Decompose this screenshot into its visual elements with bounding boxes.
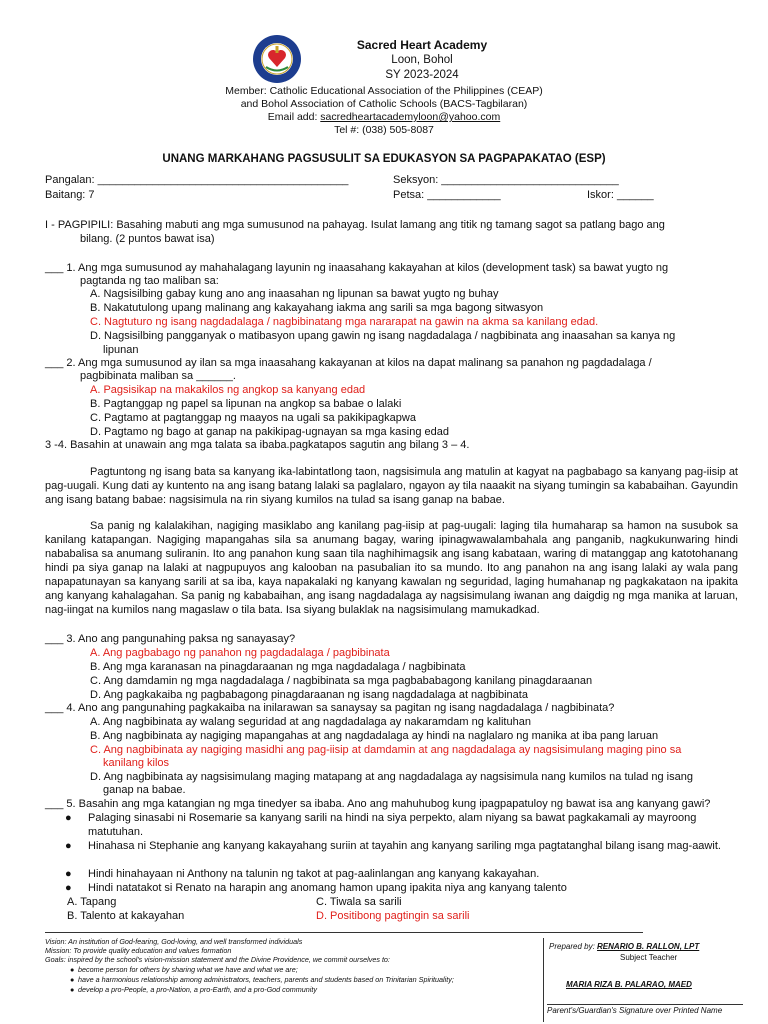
q5-option-a: A. Tapang (67, 896, 117, 908)
prepared-by: Prepared by: RENARIO B. RALLON, LPT (549, 942, 700, 951)
passage-paragraph-2: Sa panig ng kalalakihan, nagiging masiklabo ang kanilang pag-iisip at pag-uugali: laging tila humaharap sa hamon na susubok sa kanilang katapangan. Nagiging mapangahas sila sa anumang bagay, waring ipinagwawalambahala ang panganib, nagkukunwaring hindi nababalisa sa anumang suliranin. Ito ang panahon kung saan tila naghihimagsik ang isang kabataan, waring di matanggap ang katotohanang hindi pa siya ganap na lalaki at nagpupuyos ang kalooban na pasubalian ito sa mundo. Ito ang panahon na ang isang lalaki ay wala pang napapatunayan sa kanyang sarili at sa iba, kaya napakalaki ng kanyang kawalan ng seguridad, laging humahanap ng pagkakataon na ipakita ang kanyang kahalagahan. Sa panig ng kababaihan, ang isang nagdadalaga ay nagsisimulang iwanan ang daigdig ng mga manika at laruan, nag-iingat na kumilos nang magaslaw o tila bata. Isa siyang bulaklak na nagsisimulang mamukadkad. (45, 520, 738, 616)
bullet-icon: ● (65, 840, 72, 852)
telephone-line: Tel #: (038) 505-8087 (334, 124, 434, 136)
question-1-cont: pagtanda ng tao maliban sa: (80, 275, 219, 287)
section-field[interactable]: Seksyon: _____________________________ (393, 174, 619, 186)
checked-by-name: MARIA RIZA B. PALARAO, MAED (566, 980, 692, 989)
instructions-line-2: bilang. (2 puntos bawat isa) (80, 233, 215, 245)
membership-line: Member: Catholic Educational Association of the Philippines (CEAP) (225, 85, 543, 97)
question-2: ___ 2. Ang mga sumusunod ay ilan sa mga inaasahang kakayanan at kilos na dapat malinang sa panahon ng pagdadalaga / (45, 357, 652, 369)
parent-signature-line (547, 1004, 743, 1005)
parent-signature-label: Parent's/Guardian's Signature over Printed Name (547, 1006, 723, 1015)
date-field[interactable]: Petsa: ____________ (393, 189, 501, 201)
q1-option-d-cont: lipunan (103, 344, 139, 356)
exam-title: UNANG MARKAHANG PAGSUSULIT SA EDUKASYON SA PAGPAPAKATAO (ESP) (162, 153, 606, 165)
q2-option-d: D. Pagtamo ng bago at ganap na pakikipag-ugnayan sa mga kasing edad (90, 426, 449, 438)
bullet-icon: ● (65, 812, 72, 824)
q1-option-c-answer: C. Nagtuturo ng isang nagdadalaga / nagbibinatang mga nararapat na gawin na akma sa kanilang edad. (90, 316, 599, 328)
email-line (0, 111, 768, 124)
goal-item: ● become person for others by sharing what we have and what we are; (70, 964, 298, 974)
q3-option-c: C. Ang damdamin ng mga nagdadalaga / nagbibinata sa mga pagbababagong kanilang pinagdaraanan (90, 675, 593, 687)
q1-option-a: A. Nagsisilbing gabay kung ano ang inaasahan ng lipunan sa bawat yugto ng buhay (90, 288, 499, 300)
email-link[interactable]: sacredheartacademyloon@yahoo.com (320, 111, 501, 123)
q5-bullet-4: ● Hindi natatakot si Renato na harapin ang anomang hamon upang ipakita niya ang kanyang talento (65, 882, 567, 894)
goal-item: ● have a harmonious relationship among administrators, teachers, parents and students based on Trinitarian Spirituality; (70, 974, 454, 984)
q5-bullet-1: ● Palaging sinasabi ni Rosemarie sa kanyang sarili na hindi na siya perpekto, alam niyang sa bawat pagkakamali ay mayroong matutuhan. (65, 812, 697, 838)
bullet-icon: ● (70, 964, 75, 974)
q5-option-c: C. Tiwala sa sarili (316, 896, 402, 908)
q5-option-b: B. Talento at kakayahan (67, 910, 185, 922)
q5-bullet-3: ● Hindi hinahayaan ni Anthony na talunin ng takot at pag-aalinlangan ang kanyang kakayahan. (65, 868, 540, 880)
question-1: ___ 1. Ang mga sumusunod ay mahahalagang layunin ng inaasahang kakayahan at kilos (development task) sa bawat yugto ng (45, 262, 669, 274)
question-3: ___ 3. Ano ang pangunahing paksa ng sanayasay? (45, 633, 296, 645)
q3-option-d: D. Ang pagkakaiba ng pagbabagong pinagdaraanan ng isang nagdadalaga at nagbibinata (90, 689, 528, 701)
q4-option-c-cont: kanilang kilos (103, 757, 170, 769)
question-2-cont: pagbibinata maliban sa ______. (80, 370, 236, 382)
passage-intro: 3 -4. Basahin at unawain ang mga talata sa ibaba.pagkatapos sagutin ang bilang 3 – 4. (45, 439, 470, 451)
school-name: Sacred Heart Academy (356, 38, 488, 52)
question-5: ___ 5. Basahin ang mga katangian ng mga tinedyer sa ibaba. Ano ang mahuhubog kung ipagpapatuloy ng bawat isa ang kanyang gawi? (45, 798, 711, 810)
teacher-name: RENARIO B. RALLON, LPT (597, 942, 700, 951)
vision-line: Vision: An institution of God-fearing, God-loving, and well transformed individuals (45, 937, 303, 946)
bullet-icon: ● (70, 984, 75, 994)
q4-option-a: A. Ang nagbibinata ay walang seguridad at ang nagdadalaga ay nakaramdam ng kalituhan (90, 716, 531, 728)
q4-option-b: B. Ang nagbibinata ay nagiging mapangahas at ang nagdadalaga ay hindi na naglalaro ng manika at iba pang laruan (90, 730, 659, 742)
q3-option-a-answer: A. Ang pagbabago ng panahon ng pagdadalaga / pagbibinata (90, 647, 390, 659)
q2-option-a-answer: A. Pagsisikap na makakilos ng angkop sa kanyang edad (90, 384, 366, 396)
school-year: SY 2023-2024 (385, 68, 459, 81)
grade-field: Baitang: 7 (45, 189, 95, 201)
q1-option-d: D. Nagsisilbing pangganyak o matibasyon upang gawin ng isang nagdadalaga / nagbibinata ang inaasahan sa kanya ng (90, 330, 676, 342)
q3-option-b: B. Ang mga karanasan na pinagdaraanan ng mga nagdadalaga / nagbibinata (90, 661, 466, 673)
bullet-icon: ● (65, 882, 72, 894)
association-line: and Bohol Association of Catholic Schools (BACS-Tagbilaran) (240, 98, 528, 110)
goal-item: ● develop a pro-People, a pro-Nation, a pro-Earth, and a pro-God community (70, 984, 317, 994)
school-vmg-footer (45, 937, 535, 995)
instructions-line-1: I - PAGPIPILI: Basahing mabuti ang mga sumusunod na pahayag. Isulat lamang ang titik ng tamang sagot sa patlang bago ang (45, 219, 665, 231)
q5-option-d-answer: D. Positibong pagtingin sa sarili (316, 910, 470, 922)
name-field[interactable]: Pangalan: _________________________________________ (45, 174, 349, 186)
q2-option-c: C. Pagtamo at pagtanggap ng maayos na ugali sa pakikipagkapwa (90, 412, 416, 424)
q2-option-b: B. Pagtanggap ng papel sa lipunan na angkop sa babae o lalaki (90, 398, 402, 410)
q5-bullet-2: ● Hinahasa ni Stephanie ang kanyang kakayahang suriin at tayahin ang kanyang sariling mga pagtatanghal bilang isang mag-aawit. (65, 840, 721, 852)
bullet-icon: ● (70, 974, 75, 984)
goals-line: Goals: inspired by the school's vision-mission statement and the Divine Providence, we commit ourselves to: (45, 955, 390, 965)
score-field[interactable]: Iskor: ______ (587, 189, 654, 201)
passage-paragraph-1: Pagtuntong ng isang bata sa kanyang ika-labintatlong taon, nagsisimula ang matulin at kagyat na pagbabago sa kanyang pag-iisip at pag-uugali. Kung dati ay kuntento na ang isang batang lalaki sa paglalaro, ngayon ay tila naaakit na siyang tumingin sa kababaihan. Gayundin ang isang batang babae: nagsisimula na rin siyang kumilos na tulad sa isang ganap na babae. (45, 466, 738, 506)
mission-line: Mission: To provide quality education and values formation (45, 946, 232, 956)
teacher-role: Subject Teacher (620, 953, 678, 962)
q1-option-b: B. Nakatutulong upang malinang ang kakayahang iakma ang sarili sa mga bagong sitwasyon (90, 302, 544, 314)
question-4: ___ 4. Ano ang pangunahing pagkakaiba na inilarawan sa sanaysay sa pagitan ng isang nagdadalaga / nagbibinata? (45, 702, 615, 714)
email-label: Email add: (267, 111, 321, 123)
school-town: Loon, Bohol (391, 54, 453, 67)
q4-option-d-cont: ganap na babae. (103, 784, 186, 796)
bullet-icon: ● (65, 868, 72, 880)
footer-divider (45, 932, 643, 933)
q4-option-c-answer: C. Ang nagbibinata ay nagiging masidhi ang pag-iisip at damdamin at ang nagdadalaga ay nagsisimulang maging pino sa (90, 744, 682, 756)
q4-option-d: D. Ang nagbibinata ay nagsisimulang maging matapang at ang nagdadalaga ay nagsisimula nang kumilos na tulad ng isang (90, 771, 693, 783)
